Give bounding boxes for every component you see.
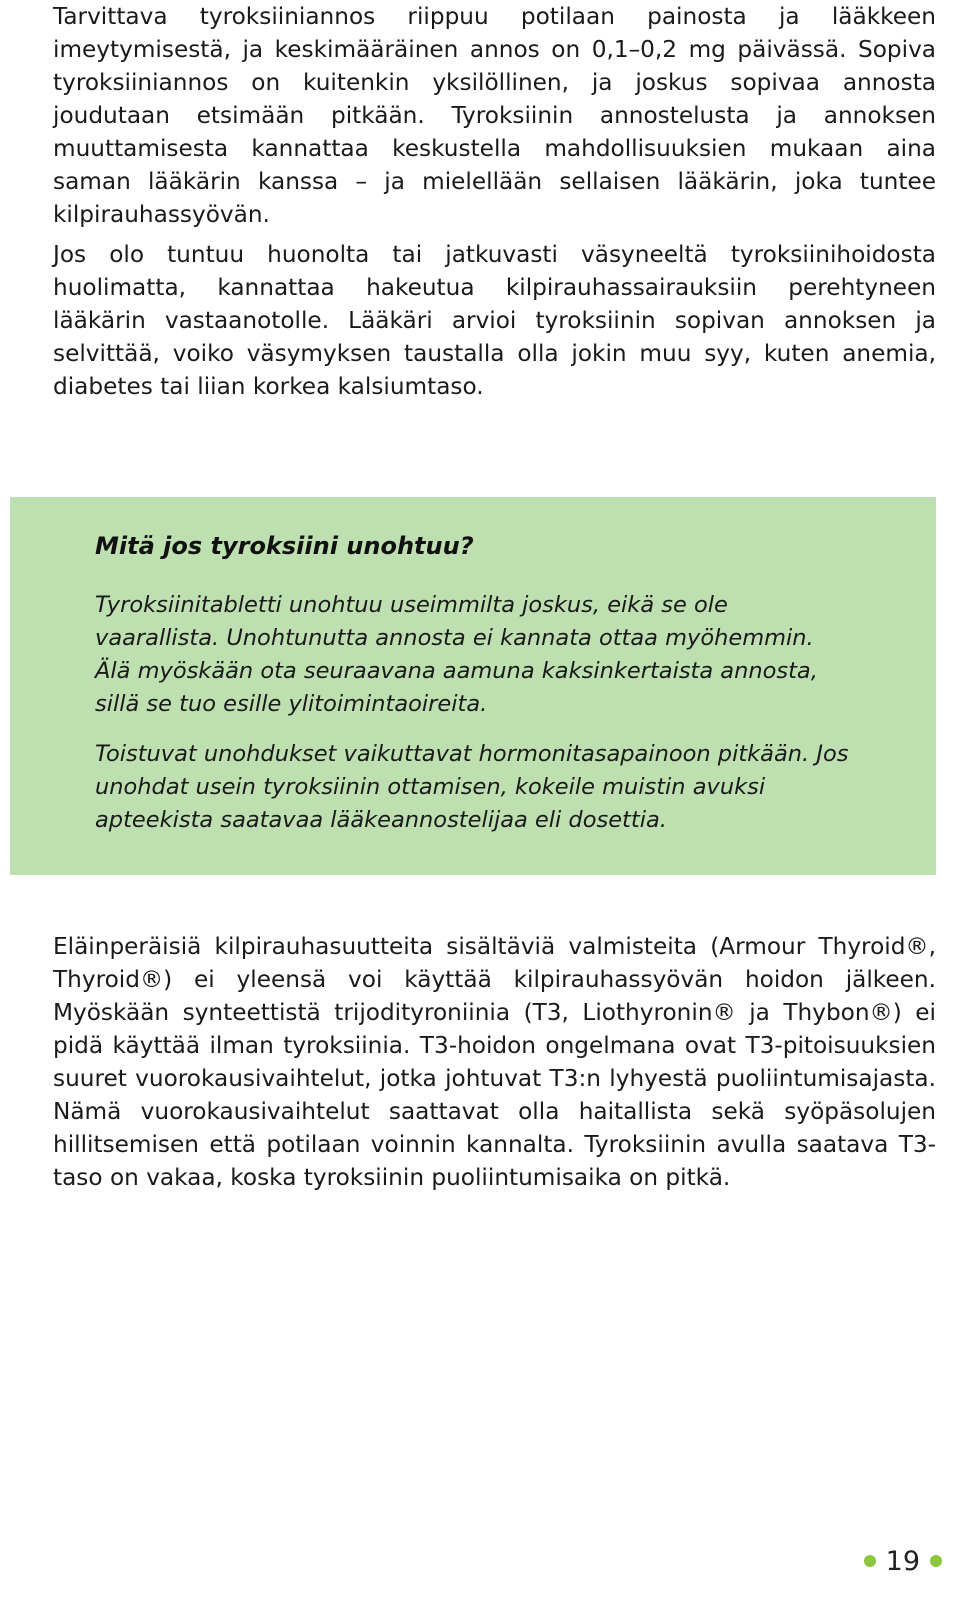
page-number: 19 xyxy=(885,1545,920,1577)
paragraph-alternatives: Eläinperäisiä kilpirauhasuutteita sisältäviä valmisteita (Armour Thyroid®, Thyroid®) ei yleensä voi käyttää kilpirauhassyövän hoidon jälkeen. Myöskään synteettistä trijodityroniinia (T3, Liothyronin® ja Thybon®) ei pidä käyttää ilman tyroksiinia. T3-hoidon ongelmana ovat T3-pitoisuuksien suuret vuorokausivaihtelut, jotka johtuvat T3:n lyhyestä puoliintumisajasta. Nämä vuorokausivaihtelut saattavat olla haitallista sekä syöpäsolujen hillitsemisen että potilaan voinnin kannalta. Tyroksiinin avulla saatava T3-taso on vakaa, koska tyroksiinin puoliintumisaika on pitkä. xyxy=(53,933,936,1191)
info-box-title: Mitä jos tyroksiini unohtuu? xyxy=(95,532,474,560)
info-box-paragraph-2: Toistuvat unohdukset vaikuttavat hormonitasapainoon pitkään. Jos unohdat usein tyroksiinin ottamisen, kokeile muistin avuksi apteekista saatavaa lääkeannostelijaa eli dosettia. xyxy=(95,741,849,833)
info-box-paragraph-1: Tyroksiinitabletti unohtuu useimmilta joskus, eikä se ole vaarallista. Unohtunutta annosta ei kannata ottaa myöhemmin. Älä myöskään ota seuraavana aamuna kaksinkertaista annosta, sillä se tuo esille ylitoimintaoireita. xyxy=(95,592,818,717)
bullet-dot-icon xyxy=(930,1555,942,1567)
page-footer xyxy=(864,1544,942,1578)
paragraph-dosage: Tarvittava tyroksiiniannos riippuu potilaan painosta ja lääkkeen imeytymisestä, ja keskimääräinen annos on 0,1–0,2 mg päivässä. Sopiva tyroksiiniannos on kuitenkin yksilöllinen, ja joskus sopivaa annosta joudutaan etsimään pitkään. Tyroksiinin annostelusta ja annoksen muuttamisesta kannattaa keskustella mahdollisuuksien mukaan aina saman lääkärin kanssa – ja mielellään sellaisen lääkärin, joka tuntee kilpirauhassyövän. xyxy=(53,3,936,228)
info-box-missed-dose xyxy=(10,497,936,875)
bullet-dot-icon xyxy=(864,1555,876,1567)
paragraph-fatigue: Jos olo tuntuu huonolta tai jatkuvasti väsyneeltä tyroksiinihoidosta huolimatta, kannattaa hakeutua kilpirauhassairauksiin perehtyneen lääkärin vastaanotolle. Lääkäri arvioi tyroksiinin sopivan annoksen ja selvittää, voiko väsymyksen taustalla olla jokin muu syy, kuten anemia, diabetes tai liian korkea kalsiumtaso. xyxy=(53,241,936,400)
